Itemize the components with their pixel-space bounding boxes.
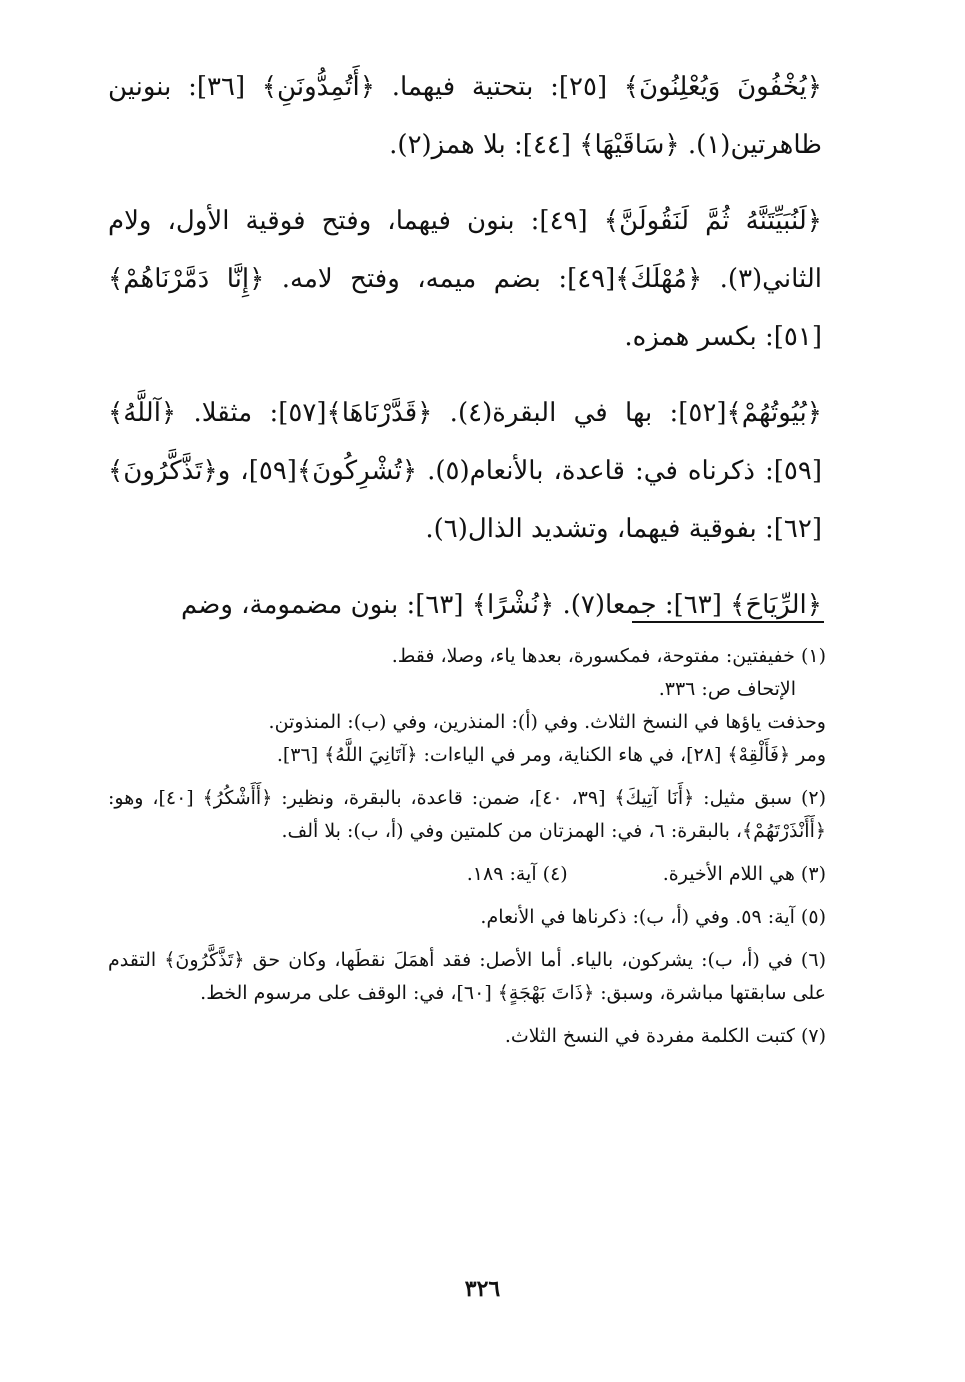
footnote-6: (٦) في (أ، ب): يشركون، بالياء. أما الأصل: فقد أهمَلَ نقطَها، وكان حق ﴿تَذَّكَّرُونَ﴾ التقدم على سابقتها مباشرة، وسبق: ﴿ذَاتَ بَهْجَةٍ﴾ [٦٠]، في: الوقف على مرسوم الخط. [108, 949, 826, 1004]
main-paragraph-3: ﴿بُيُوتُهُمْ﴾[٥٢]: بها في البقرة(٤). ﴿قَدَّرْنَاهَا﴾[٥٧]: مثقلا. ﴿آللَّهُ﴾[٥٩]: ذكرناه في: قاعدة، بالأنعام(٥). ﴿تُشْرِكُونَ﴾[٥٩]، و﴿تَذَّكَّرُونَ﴾[٦٢]: بفوقية فيهما، وتشديد الذال(٦). [108, 398, 823, 544]
footnote-1-line-4: ومر ﴿فَأَلْقِهْ﴾ [٢٨]، في هاء الكناية، ومر في الياءات: ﴿آتَانِيَ اللَّهُ﴾ [٣٦]. [276, 744, 826, 766]
footnotes [108, 640, 826, 1063]
footnote-5: (٥) آية: ٥٩. وفي (أ، ب): ذكرناها في الأنعام. [480, 906, 826, 928]
footnote-1-line-1: (١) خفيفتين: مفتوحة، فمكسورة، بعدها ياء، وصلا، فقط. [391, 645, 826, 667]
main-text [108, 58, 822, 652]
footnote-2: (٢) سبق مثيل: ﴿أَنَا آتِيكَ﴾ [٣٩، ٤٠]، ضمن: قاعدة، بالبقرة، ونظير: ﴿أَأَشْكُرُ﴾ [٤٠]، وهو: ﴿أَأَنْذَرْتَهُمْ﴾، بالبقرة: ٦، في: الهمزتان من كلمتين وفي (أ، ب): بلا ألف. [108, 787, 826, 842]
main-paragraph-1: ﴿يُخْفُونَ وَيُعْلِنُونَ﴾ [٢٥]: بتحتية فيهما. ﴿أَتُمِدُّونَنِ﴾ [٣٦]: بنونين ظاهرتين(١). ﴿سَاقَيْهَا﴾ [٤٤]: بلا همز(٢). [108, 72, 822, 160]
main-paragraph-2: ﴿لَنُبَيِّتَنَّهُ ثُمَّ لَنَقُولَنَّ﴾ [٤٩]: بنون فيهما، وفتح فوقية الأول، ولام الثاني(٣). ﴿مُهْلَكَ﴾[٤٩]: بضم ميمه، وفتح لامه. ﴿إِنَّا دَمَّرْنَاهُمْ﴾ [٥١]: بكسر همزه. [108, 206, 822, 352]
footnote-7: (٧) كتبت الكلمة مفردة في النسخ الثلاث. [504, 1025, 826, 1047]
footnote-4: (٤) آية: ١٨٩. [466, 863, 568, 885]
footnote-1-reference: الإتحاف ص: ٣٣٦. [658, 678, 796, 700]
footnotes-3-4-row [108, 858, 826, 891]
footnote-1-line-3: وحذفت ياؤها في النسخ الثلاث. وفي (أ): المنذرين، وفي (ب): المنذوتن. [268, 711, 826, 733]
main-paragraph-4: ﴿الرِّيَاحَ﴾ [٦٣]: جمعا(٧). ﴿نُشْرًا﴾ [٦٣]: بنون مضمومة، وضم [180, 590, 822, 620]
page-number: ٣٢٦ [464, 1276, 501, 1302]
footnote-1 [108, 640, 826, 772]
footnote-3: (٣) هي اللام الأخيرة. [662, 863, 826, 885]
footnote-separator [632, 621, 824, 623]
